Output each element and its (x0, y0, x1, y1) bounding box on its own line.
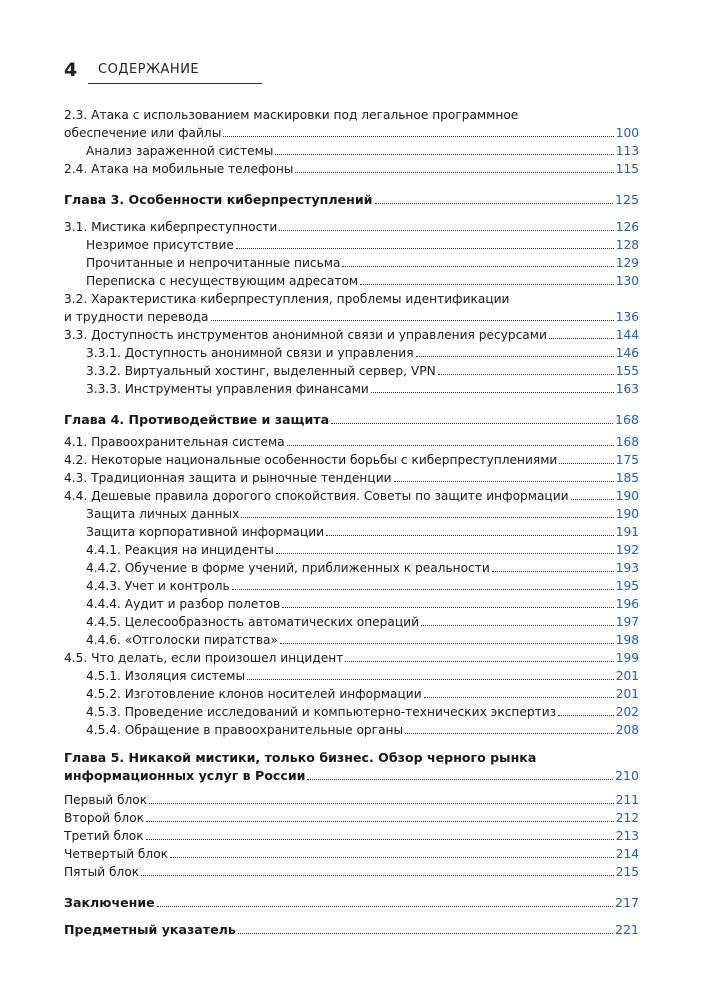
toc-entry-title: Прочитанные и непрочитанные письма (86, 256, 341, 270)
toc-entry-title: 3.1. Мистика киберпреступности (64, 220, 278, 234)
dot-leader (146, 821, 614, 822)
toc-entry (64, 142, 639, 160)
header-underline (88, 83, 262, 84)
toc-entry (64, 451, 639, 469)
toc-page-number: 197 (615, 615, 639, 629)
toc-entry-title: 4.4.6. «Отголоски пиратства» (86, 633, 278, 647)
dot-leader (280, 643, 614, 644)
dot-leader (279, 230, 613, 231)
toc-page-number: 201 (615, 669, 639, 683)
toc-entry-title: 3.3.2. Виртуальный хостинг, выделенный сервер, VPN (86, 364, 436, 378)
toc-entry (64, 894, 639, 912)
toc-entry (64, 827, 639, 845)
toc-page-number: 212 (615, 811, 639, 825)
dot-leader (405, 733, 614, 734)
toc-entry (64, 791, 639, 809)
toc-page-number: 115 (615, 162, 639, 176)
toc-page-number: 213 (615, 829, 639, 843)
toc-entry-title: 4.4.2. Обучение в форме учений, приближенных к реальности (86, 561, 490, 575)
toc-entry-title: Глава 5. Никакой мистики, только бизнес. Обзор черного рынка (64, 750, 537, 765)
toc-entry-title: 3.3. Доступность инструментов анонимной связи и управления ресурсами (64, 328, 547, 342)
toc-entry (64, 254, 639, 272)
dot-leader (558, 715, 614, 716)
toc-page-number: 168 (615, 435, 639, 449)
dot-leader (438, 374, 614, 375)
dot-leader (146, 839, 614, 840)
dot-leader (375, 203, 613, 204)
toc-entry (64, 845, 639, 863)
toc-entry (64, 469, 639, 487)
dot-leader (307, 779, 612, 780)
dot-leader (211, 320, 614, 321)
toc-entry (64, 487, 639, 505)
toc-entry-title: 4.4.4. Аудит и разбор полетов (86, 597, 281, 611)
toc-entry-title: Переписка с несуществующим адресатом (86, 274, 359, 288)
toc-entry-title: Первый блок (64, 793, 148, 807)
toc-entry-title: 4.2. Некоторые национальные особенности борьбы с киберпреступлениями (64, 453, 558, 467)
toc-entry (64, 505, 639, 523)
toc-entry-title: Незримое присутствие (86, 238, 234, 252)
toc-entry (64, 541, 639, 559)
toc-page-number: 113 (615, 144, 639, 158)
dot-leader (571, 499, 614, 500)
toc-entry-title: Защита личных данных (86, 507, 240, 521)
toc-page-number: 193 (615, 561, 639, 575)
toc-page-number: 192 (615, 543, 639, 557)
toc-page-number: 185 (615, 471, 639, 485)
dot-leader (276, 553, 614, 554)
dot-leader (141, 875, 614, 876)
toc-entry (64, 685, 639, 703)
toc-entry (64, 921, 639, 939)
toc-entry (64, 749, 639, 785)
dot-leader (326, 535, 614, 536)
dot-leader (424, 697, 614, 698)
toc-page-number: 130 (615, 274, 639, 288)
toc-entry (64, 721, 639, 739)
toc-entry-title: Третий блок (64, 829, 144, 843)
toc-entry-title: 4.5. Что делать, если произошел инцидент (64, 651, 344, 665)
toc-page-number: 199 (615, 651, 639, 665)
dot-leader (421, 625, 614, 626)
toc-entry (64, 613, 639, 631)
toc-page-number: 190 (615, 507, 639, 521)
toc-entry-title: 4.4. Дешевые правила дорогого спокойствия. Советы по защите информации (64, 489, 569, 503)
toc-entry (64, 433, 639, 451)
toc-page-number: 211 (615, 793, 639, 807)
toc-entry (64, 290, 639, 326)
dot-leader (241, 517, 613, 518)
dot-leader (342, 266, 613, 267)
toc-page-number: 126 (615, 220, 639, 234)
toc-entry-title: 4.4.3. Учет и контроль (86, 579, 230, 593)
toc-page-number: 146 (615, 346, 639, 360)
toc-entry-title: 4.5.3. Проведение исследований и компьютерно-технических экспертиз (86, 705, 557, 719)
toc-entry (64, 411, 639, 429)
toc-page-number: 195 (615, 579, 639, 593)
toc-page-number: 208 (615, 723, 639, 737)
toc-entry-title: Анализ зараженной системы (86, 144, 274, 158)
toc-entry (64, 703, 639, 721)
toc-entry-title: 3.3.1. Доступность анонимной связи и управления (86, 346, 414, 360)
dot-leader (492, 571, 614, 572)
toc-entry (64, 809, 639, 827)
toc-page-number: 155 (615, 364, 639, 378)
toc-entry-title: 3.3.3. Инструменты управления финансами (86, 382, 369, 396)
dot-leader (232, 589, 614, 590)
toc-page-number: 201 (615, 687, 639, 701)
dot-leader (416, 356, 614, 357)
page-number: 4 (64, 59, 78, 81)
toc-page-number: 191 (615, 525, 639, 539)
toc-entry-title: Второй блок (64, 811, 145, 825)
toc-entry-title: Защита корпоративной информации (86, 525, 325, 539)
dot-leader (345, 661, 613, 662)
toc-entry (64, 218, 639, 236)
dot-leader (238, 933, 613, 934)
page-header (64, 59, 284, 89)
toc-entry-title-continued: обеспечение или файлы (64, 126, 222, 140)
dot-leader (223, 136, 613, 137)
toc-entry-title-continued: информационных услуг в России (64, 768, 306, 783)
toc-entry-title: Заключение (64, 895, 155, 910)
dot-leader (360, 284, 614, 285)
toc-entry (64, 863, 639, 881)
toc-entry-title: 4.5.1. Изоляция системы (86, 669, 246, 683)
dot-leader (559, 463, 613, 464)
toc-page-number: 168 (614, 412, 639, 427)
toc-entry-title: 4.3. Традиционная защита и рыночные тенденции (64, 471, 392, 485)
toc-page-number: 202 (615, 705, 639, 719)
dot-leader (549, 338, 614, 339)
dot-leader (371, 392, 614, 393)
toc-entry (64, 344, 639, 362)
toc-entry-title: 4.4.1. Реакция на инциденты (86, 543, 274, 557)
toc-entry (64, 191, 639, 209)
dot-leader (236, 248, 614, 249)
dot-leader (295, 172, 613, 173)
toc-entry-title: 4.5.2. Изготовление клонов носителей информации (86, 687, 422, 701)
dot-leader (149, 803, 614, 804)
toc-entry (64, 106, 639, 142)
toc-entry (64, 523, 639, 541)
toc-entry (64, 667, 639, 685)
toc-page-number: 217 (614, 895, 639, 910)
dot-leader (282, 607, 614, 608)
toc-entry (64, 577, 639, 595)
toc-page-number: 210 (614, 768, 639, 783)
toc-page-number: 163 (615, 382, 639, 396)
toc-entry (64, 362, 639, 380)
dot-leader (331, 423, 613, 424)
toc-page-number: 215 (615, 865, 639, 879)
toc-page-number: 136 (615, 310, 639, 324)
toc-page-number: 128 (615, 238, 639, 252)
toc-entry-title: 2.3. Атака с использованием маскировки под легальное программное (64, 108, 519, 122)
toc-page-number: 198 (615, 633, 639, 647)
toc-page-number: 100 (615, 126, 639, 140)
toc-entry-title: 3.2. Характеристика киберпреступления, проблемы идентификации (64, 292, 510, 306)
toc-page-number: 190 (615, 489, 639, 503)
toc-entry (64, 595, 639, 613)
toc-entry-title: Предметный указатель (64, 922, 236, 937)
dot-leader (394, 481, 614, 482)
dot-leader (275, 154, 613, 155)
toc-entry-title: 2.4. Атака на мобильные телефоны (64, 162, 294, 176)
dot-leader (247, 679, 614, 680)
toc-entry-title: Глава 3. Особенности киберпреступлений (64, 192, 373, 207)
toc-entry (64, 236, 639, 254)
toc-page-number: 175 (615, 453, 639, 467)
toc-entry-title: Глава 4. Противодействие и защита (64, 412, 330, 427)
toc-page-number: 221 (614, 922, 639, 937)
toc-page-number: 196 (615, 597, 639, 611)
dot-leader (170, 857, 614, 858)
toc-entry (64, 631, 639, 649)
toc-entry-title: 4.4.5. Целесообразность автоматических операций (86, 615, 420, 629)
toc-page-number: 129 (615, 256, 639, 270)
toc-page-number: 144 (615, 328, 639, 342)
toc-entry-title: 4.5.4. Обращение в правоохранительные органы (86, 723, 404, 737)
toc-entry (64, 380, 639, 398)
toc-page-number: 125 (614, 192, 639, 207)
dot-leader (157, 906, 613, 907)
toc-entry (64, 649, 639, 667)
toc-entry (64, 326, 639, 344)
toc-entry-title: Четвертый блок (64, 847, 169, 861)
section-title: СОДЕРЖАНИЕ (98, 62, 200, 77)
toc-entry (64, 272, 639, 290)
toc-entry (64, 559, 639, 577)
toc-page-number: 214 (615, 847, 639, 861)
toc-entry (64, 160, 639, 178)
toc-entry-title-continued: и трудности перевода (64, 310, 209, 324)
dot-leader (287, 445, 614, 446)
toc-entry-title: Пятый блок (64, 865, 140, 879)
toc-entry-title: 4.1. Правоохранительная система (64, 435, 285, 449)
